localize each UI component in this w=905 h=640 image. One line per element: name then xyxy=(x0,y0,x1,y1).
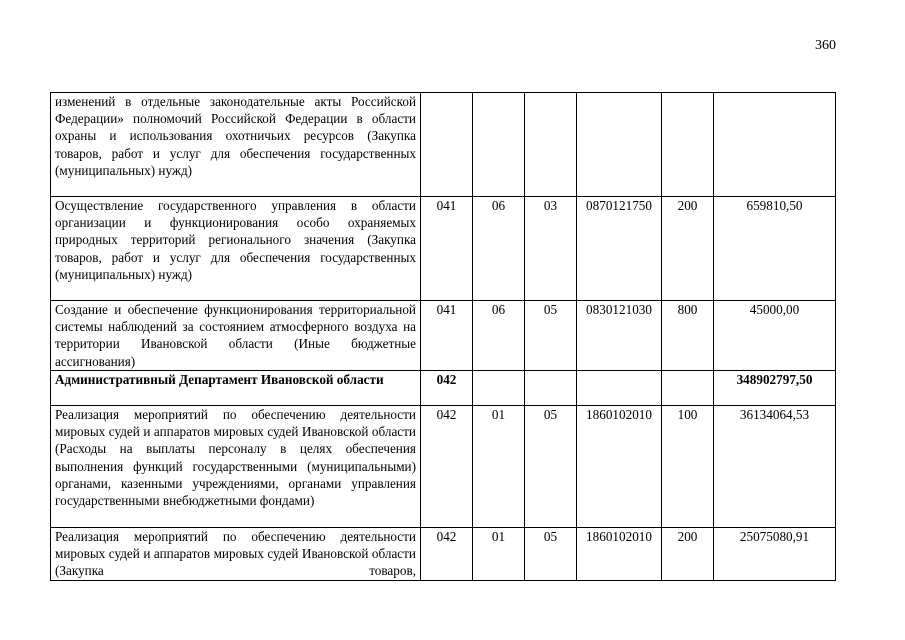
target-article-code: 1860102010 xyxy=(577,406,662,528)
ministry-code: 042 xyxy=(421,371,473,406)
section-code: 01 xyxy=(473,406,525,528)
expense-type-code: 800 xyxy=(662,301,714,371)
subsection-code: 03 xyxy=(525,197,577,301)
subsection-code: 05 xyxy=(525,301,577,371)
table-row xyxy=(51,371,836,406)
target-article-code: 0870121750 xyxy=(577,197,662,301)
section-code: 06 xyxy=(473,301,525,371)
row-name: Создание и обеспечение функционирования территориальной системы наблюдений за состоянием атмосферного воздуха на территории Ивановской области (Иные бюджетные ассигнования) xyxy=(51,301,421,371)
ministry-code: 042 xyxy=(421,528,473,581)
subsection-code xyxy=(525,93,577,197)
ministry-code: 041 xyxy=(421,301,473,371)
row-name: Осуществление государственного управления в области организации и функционирования особо охраняемых природных территорий регионального значения (Закупка товаров, работ и услуг для обеспечения государственных (муниципальных) нужд) xyxy=(51,197,421,301)
table-row xyxy=(51,301,836,371)
table-row xyxy=(51,528,836,581)
expense-type-code xyxy=(662,371,714,406)
section-code xyxy=(473,93,525,197)
table-row xyxy=(51,406,836,528)
row-name: Реализация мероприятий по обеспечению деятельности мировых судей и аппаратов мировых судей Ивановской области (Расходы на выплаты персоналу в целях обеспечения выполнения функций государственными (муниципальными) органами, казенными учреждениями, органами управления государственными внебюджетными фондами) xyxy=(51,406,421,528)
amount: 45000,00 xyxy=(714,301,836,371)
expense-type-code: 100 xyxy=(662,406,714,528)
row-name: Административный Департамент Ивановской области xyxy=(51,371,421,406)
budget-table xyxy=(50,92,836,581)
section-code xyxy=(473,371,525,406)
ministry-code: 041 xyxy=(421,197,473,301)
amount: 25075080,91 xyxy=(714,528,836,581)
expense-type-code: 200 xyxy=(662,528,714,581)
row-name: изменений в отдельные законодательные акты Российской Федерации» полномочий Российской Федерации в области охраны и использования охотничьих ресурсов (Закупка товаров, работ и услуг для обеспечения государственных (муниципальных) нужд) xyxy=(51,93,421,197)
table-row xyxy=(51,197,836,301)
subsection-code: 05 xyxy=(525,406,577,528)
subsection-code: 05 xyxy=(525,528,577,581)
target-article-code xyxy=(577,93,662,197)
row-name: Реализация мероприятий по обеспечению деятельности мировых судей и аппаратов мировых судей Ивановской области (Закупка товаров, xyxy=(51,528,421,581)
ministry-code xyxy=(421,93,473,197)
page-number: 360 xyxy=(815,38,836,53)
section-code: 06 xyxy=(473,197,525,301)
target-article-code xyxy=(577,371,662,406)
amount: 348902797,50 xyxy=(714,371,836,406)
amount xyxy=(714,93,836,197)
table-row xyxy=(51,93,836,197)
expense-type-code xyxy=(662,93,714,197)
expense-type-code: 200 xyxy=(662,197,714,301)
section-code: 01 xyxy=(473,528,525,581)
target-article-code: 1860102010 xyxy=(577,528,662,581)
subsection-code xyxy=(525,371,577,406)
amount: 659810,50 xyxy=(714,197,836,301)
target-article-code: 0830121030 xyxy=(577,301,662,371)
ministry-code: 042 xyxy=(421,406,473,528)
amount: 36134064,53 xyxy=(714,406,836,528)
